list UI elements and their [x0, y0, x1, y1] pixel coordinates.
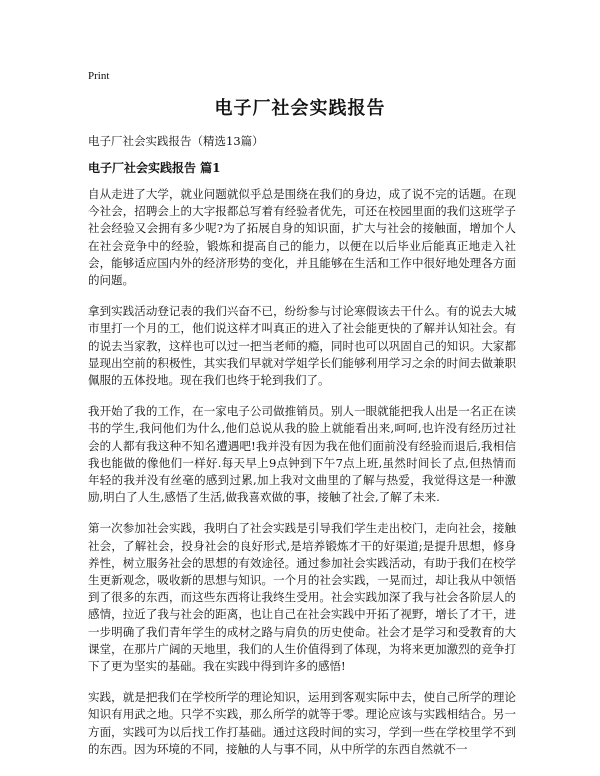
paragraph: 拿到实践活动登记表的我们兴奋不已，纷纷参与讨论寒假该去干什么。有的说去大城市里打一个月的工，他们说这样才叫真正的进入了社会能更快的了解并认知社会。有的说去当家教，这样也可以过一把当老师的瘾，同时也可以巩固自己的知识。大家都显现出空前的积极性，其实我们早就对学姐学长们能够利用学习之余的时间去做兼职佩服的五体投地。现在我们也终于轮到我们了。 — [88, 304, 516, 388]
paragraph: 第一次参加社会实践，我明白了社会实践是引导我们学生走出校门，走向社会，接触社会，了解社会，投身社会的良好形式,是培养锻炼才干的好渠道;是提升思想，修身养性，树立服务社会的思想的有效途径。通过参加社会实践活动，有助于我们在校学生更新观念，吸收新的思想与知识。一个月的社会实践，一晃而过，却让我从中领悟到了很多的东西，而这些东西将让我终生受用。社会实践加深了我与社会各阶层人的感情，拉近了我与社会的距离，也让自己在社会实践中开拓了视野，增长了才干，进一步明确了我们青年学生的成材之路与肩负的历史使命。社会才是学习和受教育的大课堂，在那片广阔的天地里，我们的人生价值得到了体现，为将来更加激烈的竞争打下了更为坚实的基础。我在实践中得到许多的感悟! — [88, 521, 516, 674]
page-title: 电子厂社会实践报告 — [214, 98, 386, 119]
paragraph: 自从走进了大学，就业问题就似乎总是围绕在我们的身边，成了说不完的话题。在现今社会，招聘会上的大字报都总写着有经验者优先，可还在校园里面的我们这班学子社会经验又会拥有多少呢?为了拓展自身的知识面，扩大与社会的接触面，增加个人在社会竞争中的经验，锻炼和提高自己的能力，以便在以后毕业后能真正地走入社会，能够适应国内外的经济形势的变化，并且能够在生活和工作中很好地处理各方面的问题。 — [88, 187, 516, 288]
document-subtitle: 电子厂社会实践报告（精选13篇） — [88, 134, 264, 148]
section-heading: 电子厂社会实践报告 篇1 — [88, 161, 221, 175]
paragraph: 我开始了我的工作，在一家电子公司做推销员。别人一眼就能把我人出是一名正在读书的学生,我问他们为什么,他们总说从我的脸上就能看出来,呵呵,也许没有经历过社会的人都有我这种不知名遭遇吧!我并没有因为我在他们面前没有经验而退后,我相信我也能做的像他们一样好.每天早上9点钟到下午7点上班,虽然时间长了点,但热情而年轻的我并没有丝毫的感到过累,加上我对文曲里的了解与热爱，我觉得这是一种激励,明白了人生,感悟了生活,做我喜欢做的事，接触了社会,了解了未来. — [88, 404, 516, 505]
print-label: Print — [88, 70, 110, 82]
document-body — [88, 186, 516, 772]
paragraph: 实践，就是把我们在学校所学的理论知识，运用到客观实际中去，使自己所学的理论知识有用武之地。只学不实践，那么所学的就等于零。理论应该与实践相结合。另一方面，实践可为以后找工作打基础。通过这段时间的实习，学到一些在学校里学不到的东西。因为环境的不同，接触的人与事不同，从中所学的东西自然就不一 — [88, 690, 516, 756]
